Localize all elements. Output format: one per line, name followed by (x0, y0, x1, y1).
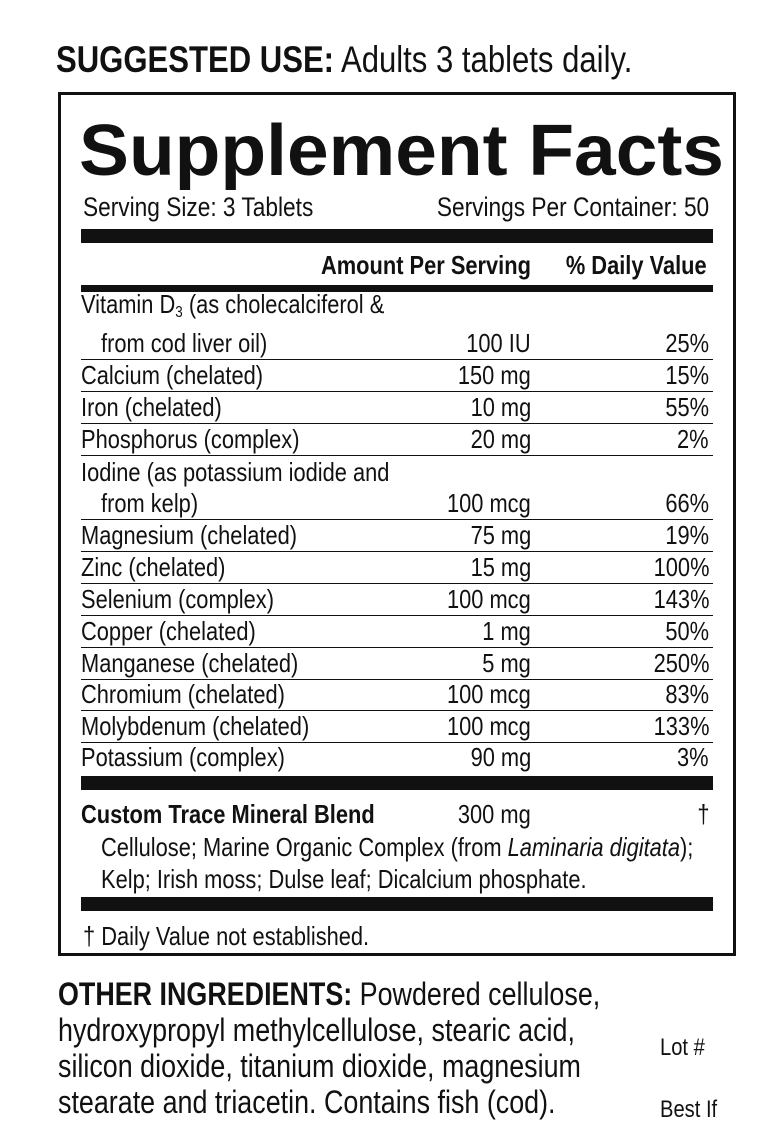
nutrient-amount: 100 mcg (447, 679, 531, 709)
nutrient-name: Zinc (chelated) (81, 552, 226, 582)
nutrient-name: Phosphorus (complex) (81, 424, 300, 454)
nutrient-daily-value: 143% (653, 584, 709, 614)
blend-name: Custom Trace Mineral Blend (81, 799, 375, 829)
suggested-use-text: Adults 3 tablets daily. (334, 39, 633, 80)
footnote: † Daily Value not established. (83, 921, 370, 951)
serving-size: Serving Size: 3 Tablets (83, 192, 314, 222)
nutrient-daily-value: 15% (665, 360, 709, 390)
nutrient-amount: 100 IU (466, 328, 531, 358)
nutrient-name: Molybdenum (chelated) (81, 711, 310, 741)
nutrient-amount: 90 mg (470, 742, 531, 772)
nutrient-name: Iodine (as potassium iodide and from kelp) (81, 457, 390, 518)
divider-thick (81, 229, 713, 243)
panel-title: Supplement Facts (79, 111, 724, 191)
divider-thick (81, 776, 713, 790)
nutrient-daily-value: 66% (665, 488, 709, 518)
servings-per-container: Servings Per Container: 50 (436, 192, 709, 222)
table-row (81, 360, 713, 392)
nutrient-name: Potassium (complex) (81, 742, 285, 772)
nutrient-amount: 150 mg (458, 360, 531, 390)
table-row (81, 584, 713, 616)
best-if-label: Best If (660, 1096, 718, 1123)
nutrient-daily-value: 2% (677, 424, 709, 454)
header-daily-value: % Daily Value (566, 250, 707, 280)
blend-ingredients: Cellulose; Marine Organic Complex (from Laminaria digitata); Kelp; Irish moss; Dulse leaf; Dicalcium phosphate. (101, 832, 694, 894)
table-row (81, 616, 713, 648)
table-row (81, 743, 713, 773)
nutrient-daily-value: 25% (665, 328, 709, 358)
nutrient-name: Magnesium (chelated) (81, 520, 298, 550)
nutrient-daily-value: 55% (665, 392, 709, 422)
nutrient-name: Vitamin $D_3$ (as cholecalciferol & from cod liver oil) (81, 289, 385, 358)
nutrient-daily-value: 19% (665, 520, 709, 550)
nutrient-amount: 5 mg (482, 648, 531, 678)
table-row (81, 520, 713, 552)
table-row (81, 552, 713, 584)
nutrient-daily-value: 250% (653, 648, 709, 678)
nutrient-daily-value: 100% (653, 552, 709, 582)
suggested-use-label: SUGGESTED USE: (56, 39, 335, 80)
table-row (81, 648, 713, 680)
nutrient-name: Manganese (chelated) (81, 648, 299, 678)
suggested-use (56, 38, 742, 82)
nutrient-daily-value: 83% (665, 679, 709, 709)
nutrient-amount: 100 mcg (447, 711, 531, 741)
nutrient-amount: 10 mg (470, 392, 531, 422)
nutrient-amount: 20 mg (470, 424, 531, 454)
blend-daily-value: † (696, 799, 709, 829)
header-amount-per-serving: Amount Per Serving (321, 250, 531, 280)
table-row (81, 424, 713, 456)
nutrient-daily-value: 133% (653, 711, 709, 741)
nutrient-name: Selenium (complex) (81, 584, 274, 614)
table-row (81, 711, 713, 743)
table-row (81, 289, 713, 360)
nutrient-amount: 100 mcg (447, 584, 531, 614)
table-row (81, 680, 713, 711)
nutrient-daily-value: 3% (677, 742, 709, 772)
nutrient-amount: 100 mcg (447, 488, 531, 518)
nutrient-name: Chromium (chelated) (81, 679, 285, 709)
other-ingredients: OTHER INGREDIENTS: Powdered cellulose, hydroxypropyl methylcellulose, stearic acid, silicon dioxide, titanium dioxide, magnesium stearate and triacetin. Contains fish (cod). (58, 976, 601, 1120)
nutrient-daily-value: 50% (665, 616, 709, 646)
lot-label: Lot # (660, 1034, 705, 1061)
nutrient-name: Iron (chelated) (81, 392, 222, 422)
supplement-facts-panel (58, 92, 736, 956)
proprietary-blend (81, 799, 713, 899)
nutrient-amount: 75 mg (470, 520, 531, 550)
blend-amount: 300 mg (458, 799, 531, 829)
other-ingredients-label: OTHER INGREDIENTS: (58, 976, 353, 1012)
nutrient-name: Copper (chelated) (81, 616, 256, 646)
nutrient-amount: 15 mg (470, 552, 531, 582)
divider-thick (81, 897, 713, 911)
nutrient-amount: 1 mg (482, 616, 531, 646)
nutrient-name: Calcium (chelated) (81, 360, 264, 390)
table-row (81, 456, 713, 520)
table-row (81, 392, 713, 424)
